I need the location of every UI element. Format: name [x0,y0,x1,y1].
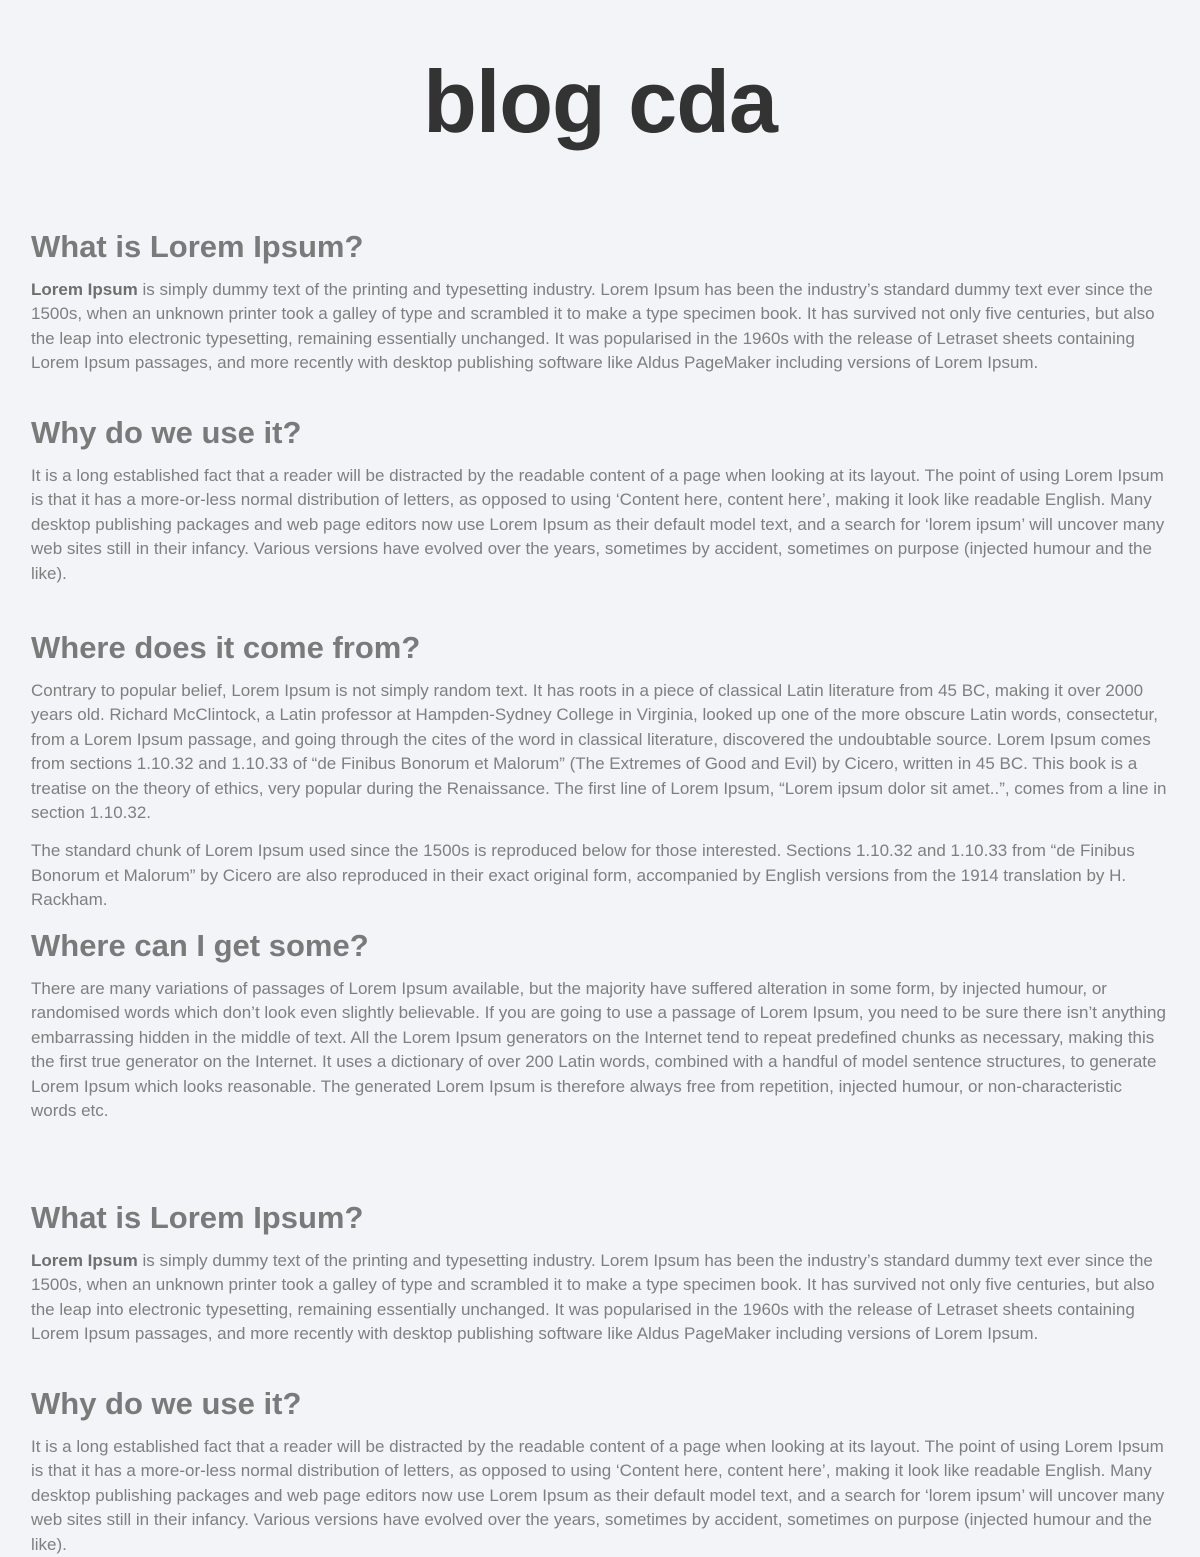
paragraph-text: is simply dummy text of the printing and typesetting industry. Lorem Ipsum has been the industry’s standard dummy text ever since the 1500s, when an unknown printer took a galley of type and scrambled it to make a type specimen book. It has survived not only five centuries, but also the leap into electronic typesetting, remaining essentially unchanged. It was popularised in the 1960s with the release of Letraset sheets containing Lorem Ipsum passages, and more recently with desktop publishing software like Aldus PageMaker including versions of Lorem Ipsum. [31,280,1155,373]
section-what-is-lorem-ipsum [31,229,1171,376]
section-paragraph: It is a long established fact that a reader will be distracted by the readable content of a page when looking at its layout. The point of using Lorem Ipsum is that it has a more-or-less normal distribution of letters, as opposed to using ‘Content here, content here’, making it look like readable English. Many desktop publishing packages and web page editors now use Lorem Ipsum as their default model text, and a search for ‘lorem ipsum’ will uncover many web sites still in their infancy. Various versions have evolved over the years, sometimes by accident, sometimes on purpose (injected humour and the like). [31,466,1165,583]
section-paragraph [31,278,1171,376]
section-why-do-we-use-it [31,415,1171,586]
section-paragraph: There are many variations of passages of Lorem Ipsum available, but the majority have suffered alteration in some form, by injected humour, or randomised words which don’t look even slightly believable. If you are going to use a passage of Lorem Ipsum, you need to be sure there isn’t anything embarrassing hidden in the middle of text. All the Lorem Ipsum generators on the Internet tend to repeat predefined chunks as necessary, making this the first true generator on the Internet. It uses a dictionary of over 200 Latin words, combined with a handful of model sentence structures, to generate Lorem Ipsum which looks reasonable. The generated Lorem Ipsum is therefore always free from repetition, injected humour, or non-characteristic words etc. [31,979,1166,1121]
section-paragraph: Contrary to popular belief, Lorem Ipsum is not simply random text. It has roots in a piece of classical Latin literature from 45 BC, making it over 2000 years old. Richard McClintock, a Latin professor at Hampden-Sydney College in Virginia, looked up one of the more obscure Latin words, consectetur, from a Lorem Ipsum passage, and going through the cites of the word in classical literature, discovered the undoubtable source. Lorem Ipsum comes from sections 1.10.32 and 1.10.33 of “de Finibus Bonorum et Malorum” (The Extremes of Good and Evil) by Cicero, written in 45 BC. This book is a treatise on the theory of ethics, very popular during the Renaissance. The first line of Lorem Ipsum, “Lorem ipsum dolor sit amet..”, comes from a line in section 1.10.32. [31,681,1167,823]
section-heading: Where does it come from? [31,630,421,665]
section-heading: What is Lorem Ipsum? [31,1200,364,1235]
section-why-do-we-use-it-repeat [31,1386,1171,1557]
section-paragraph: It is a long established fact that a reader will be distracted by the readable content of a page when looking at its layout. The point of using Lorem Ipsum is that it has a more-or-less normal distribution of letters, as opposed to using ‘Content here, content here’, making it look like readable English. Many desktop publishing packages and web page editors now use Lorem Ipsum as their default model text, and a search for ‘lorem ipsum’ will uncover many web sites still in their infancy. Various versions have evolved over the years, sometimes by accident, sometimes on purpose (injected humour and the like). [31,1437,1165,1554]
paragraph-text: is simply dummy text of the printing and typesetting industry. Lorem Ipsum has been the industry’s standard dummy text ever since the 1500s, when an unknown printer took a galley of type and scrambled it to make a type specimen book. It has survived not only five centuries, but also the leap into electronic typesetting, remaining essentially unchanged. It was popularised in the 1960s with the release of Letraset sheets containing Lorem Ipsum passages, and more recently with desktop publishing software like Aldus PageMaker including versions of Lorem Ipsum. [31,1251,1155,1344]
section-where-does-it-come-from [31,630,1171,913]
section-heading: What is Lorem Ipsum? [31,229,364,264]
section-heading: Where can I get some? [31,928,369,963]
section-heading: Why do we use it? [31,1386,302,1421]
section-where-can-i-get-some [31,928,1171,1123]
site-title: blog cda [423,52,777,151]
lead-bold-text: Lorem Ipsum [31,280,138,299]
section-what-is-lorem-ipsum-repeat [31,1200,1171,1347]
lead-bold-text: Lorem Ipsum [31,1251,138,1270]
section-paragraph: The standard chunk of Lorem Ipsum used since the 1500s is reproduced below for those interested. Sections 1.10.32 and 1.10.33 from “de Finibus Bonorum et Malorum” by Cicero are also reproduced in their exact original form, accompanied by English versions from the 1914 translation by H. Rackham. [31,841,1135,910]
section-paragraph [31,1249,1171,1347]
section-heading: Why do we use it? [31,415,302,450]
